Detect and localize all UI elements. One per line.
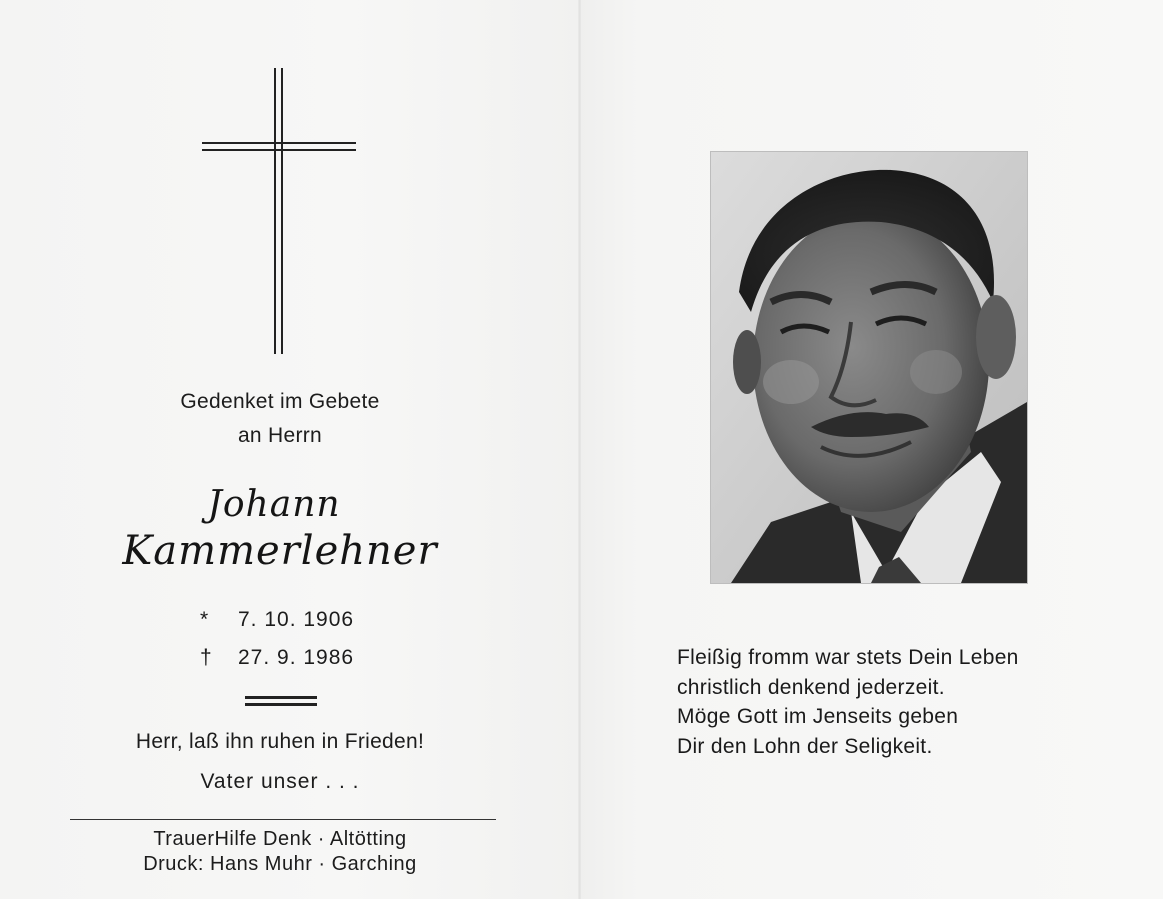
prayer-text: Herr, laß ihn ruhen in Frieden! [135, 730, 425, 753]
last-name: Kammerlehner [122, 528, 438, 574]
heading-gedenket: Gedenket im Gebete [180, 390, 380, 413]
portrait-photo [711, 152, 1027, 583]
poem-line-3: Möge Gott im Jenseits geben [677, 705, 959, 728]
birth-date: 7. 10. 1906 [238, 608, 355, 631]
death-date: 27. 9. 1986 [238, 646, 355, 669]
poem-line-1: Fleißig fromm war stets Dein Leben [677, 646, 1019, 669]
subheading-an-herrn: an Herrn [237, 424, 323, 447]
double-divider [245, 695, 317, 707]
death-date-row [200, 646, 354, 670]
birth-date-row [200, 608, 354, 632]
cross-icon [200, 68, 360, 358]
card-fold [578, 0, 581, 899]
footer-line-printer: Druck: Hans Muhr · Garching [143, 853, 417, 875]
footer-line-funeral-home: TrauerHilfe Denk · Altötting [153, 828, 407, 850]
poem-line-4: Dir den Lohn der Seligkeit. [677, 734, 933, 758]
footer-divider [70, 819, 496, 820]
poem-line-2: christlich denkend jederzeit. [677, 675, 945, 699]
death-symbol: † [200, 646, 213, 669]
vater-unser-text: Vater unser . . . [200, 770, 360, 793]
first-name: Johann [207, 484, 341, 525]
birth-symbol: * [200, 608, 210, 631]
poem [677, 643, 1019, 761]
